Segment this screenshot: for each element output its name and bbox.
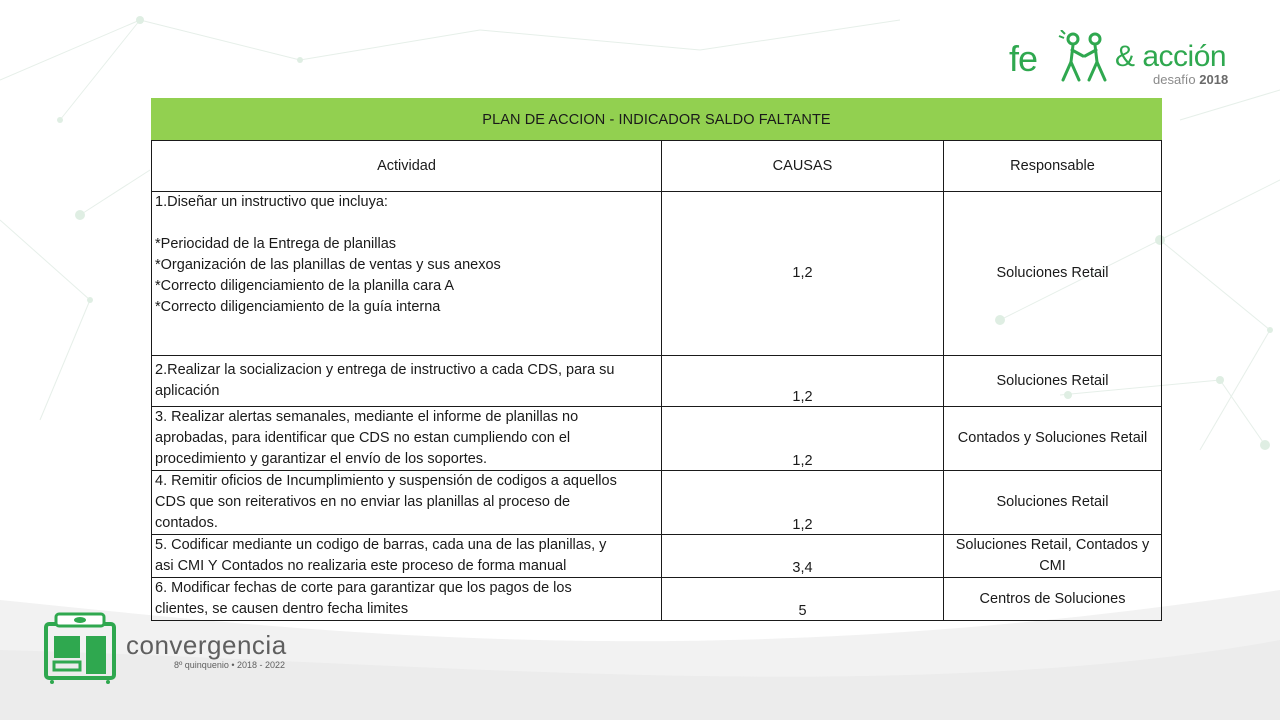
header-responsable: Responsable	[944, 141, 1162, 192]
row-6-responsable: Centros de Soluciones	[944, 578, 1162, 621]
table-row	[152, 356, 1162, 407]
table-row	[152, 535, 1162, 578]
logo-fe-word: fe	[1009, 38, 1038, 79]
store-icon	[42, 610, 118, 684]
row-1-causas: 1,2	[662, 192, 944, 356]
row-2-actividad: 2.Realizar la socializacion y entrega de instructivo a cada CDS, para su aplicación	[152, 356, 662, 407]
table-title: PLAN DE ACCION - INDICADOR SALDO FALTANTE	[152, 99, 1162, 141]
convergencia-logo	[42, 610, 302, 690]
row-3-responsable: Contados y Soluciones Retail	[944, 407, 1162, 471]
row-6-actividad: 6. Modificar fechas de corte para garantizar que los pagos de los clientes, se causen dentro fecha limites	[152, 578, 662, 621]
row-5-actividad: 5. Codificar mediante un codigo de barras, cada una de las planillas, y asi CMI Y Contados no realizaria este proceso de forma manual	[152, 535, 662, 578]
logo-convergencia-tagline: 8º quinquenio • 2018 - 2022	[174, 660, 286, 670]
table-row	[152, 407, 1162, 471]
row-4-actividad: 4. Remitir oficios de Incumplimiento y suspensión de codigos a aquellos CDS que son reiterativos en no enviar las planillas al proceso de contados.	[152, 471, 662, 535]
header-causas: CAUSAS	[662, 141, 944, 192]
row-6-causas: 5	[662, 578, 944, 621]
header-actividad: Actividad	[152, 141, 662, 192]
row-3-actividad: 3. Realizar alertas semanales, mediante el informe de planillas no aprobadas, para identificar que CDS no estan cumpliendo con el procedimiento y garantizar el envío de los soportes.	[152, 407, 662, 471]
row-5-responsable: Soluciones Retail, Contados y CMI	[944, 535, 1162, 578]
logo-desafio-text: desafío 2018	[1153, 72, 1229, 87]
row-1-responsable: Soluciones Retail	[944, 192, 1162, 356]
row-1-actividad: 1.Diseñar un instructivo que incluya: *Periocidad de la Entrega de planillas *Organización de las planillas de ventas y sus anexos *Correcto diligenciamiento de la planilla cara A *Correcto diligenciamiento de la guía interna	[152, 192, 662, 356]
row-4-responsable: Soluciones Retail	[944, 471, 1162, 535]
table-row	[152, 192, 1162, 356]
table-row	[152, 471, 1162, 535]
table-row	[152, 578, 1162, 621]
row-2-causas: 1,2	[662, 356, 944, 407]
row-5-causas: 3,4	[662, 535, 944, 578]
row-4-causas: 1,2	[662, 471, 944, 535]
logo-accion-word: & acción	[1115, 40, 1227, 73]
walking-figures-icon	[1055, 30, 1115, 86]
row-3-causas: 1,2	[662, 407, 944, 471]
action-plan-table	[151, 98, 1162, 621]
fe-y-accion-logo	[1003, 28, 1243, 90]
row-2-responsable: Soluciones Retail	[944, 356, 1162, 407]
logo-convergencia-word: convergencia	[126, 630, 287, 660]
